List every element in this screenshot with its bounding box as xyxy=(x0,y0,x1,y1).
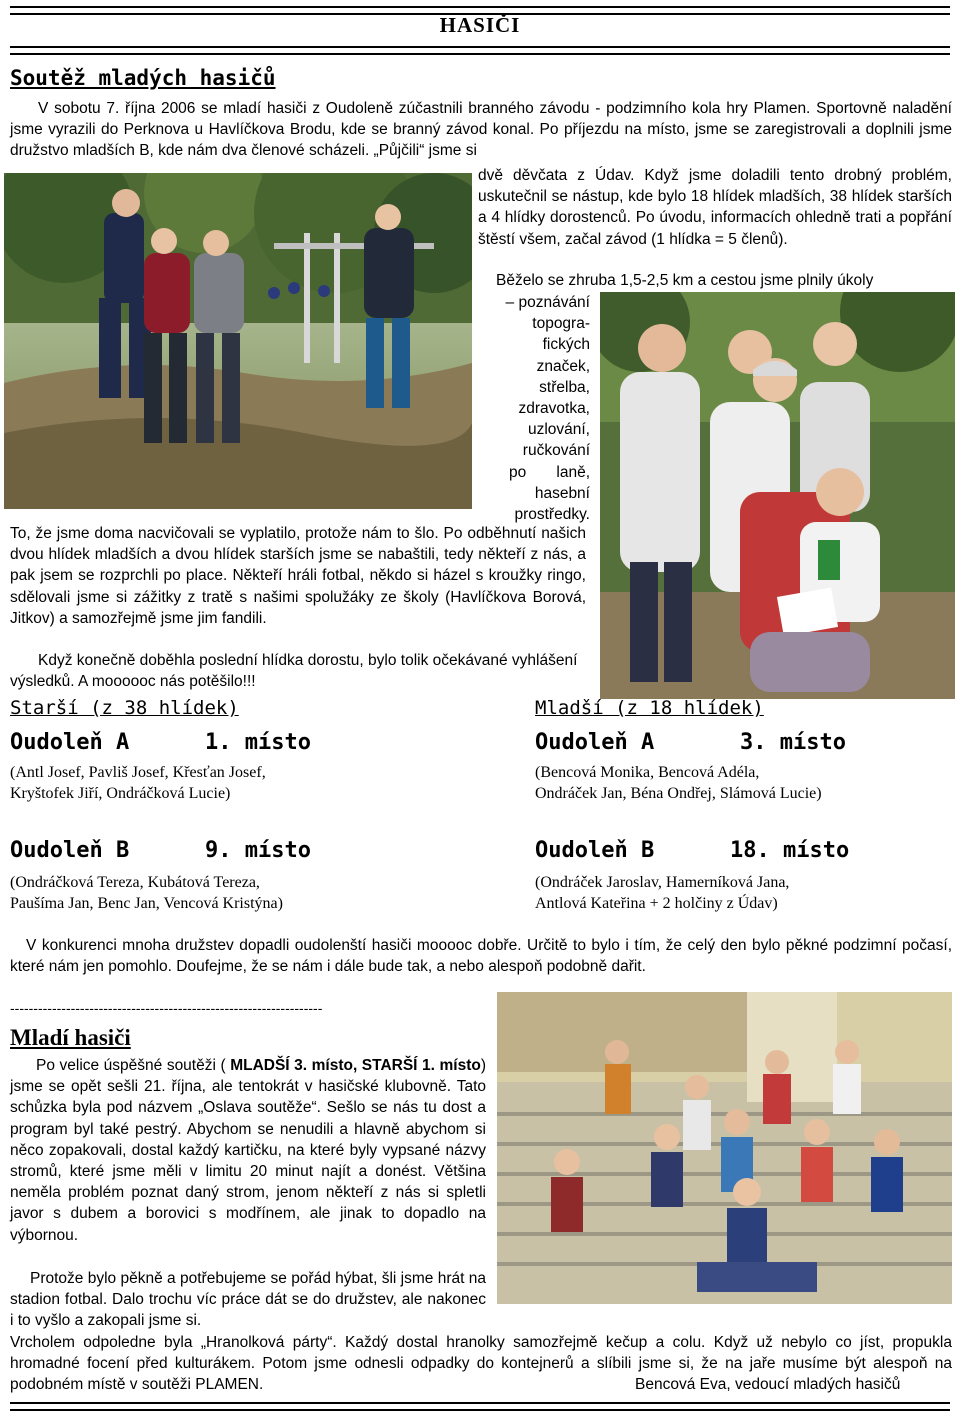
paragraph-distance: Běželo se zhruba 1,5-2,5 km a cestou jsme plnily úkoly xyxy=(496,272,874,289)
paragraph-football: Protože bylo pěkně a potřebujeme se pořád hýbat, šli jsme hrát na stadion fotbal. Dalo trochu víc práce dát se do družstev, ale nakonec i to vyšlo a zakopali jsme si. xyxy=(10,1270,486,1330)
team-name: Oudoleň A xyxy=(535,730,655,755)
team-members: Ondráček Jan, Béna Ondřej, Slámová Lucie) xyxy=(535,785,822,802)
team-name: Oudoleň A xyxy=(10,730,130,755)
bottom-double-rule xyxy=(10,1402,950,1411)
photo-young-team xyxy=(600,292,955,699)
team-name: Oudoleň B xyxy=(535,838,655,863)
paragraph-meeting-rest: ) jsme se opět sešli 21. října, ale tentokrát v hasičské klubovně. Tato schůzka byla pod názvem „Oslava soutěže“. Sešlo se nás tu dost a program byl také pestrý. Abychom se nenudili a hlavně abychom si něco zopakovali, dostal každý kartičku, na které byly vypsané názvy stromů, které jsme měli v limitu 20 minut najít a donést. Většina neměla problém poznat daný strom, jenom někteří z nás si spletli javor s dubem a borovici s modřínem, ale jinak to dopadlo na výbornou. xyxy=(10,1057,487,1244)
signature: Bencová Eva, vedoucí mladých hasičů xyxy=(635,1376,901,1393)
task-item: fických xyxy=(542,336,590,354)
title-double-rule xyxy=(10,46,950,55)
paragraph-start-race: dvě děvčata z Údav. Když jsme doladili tento drobný problém, uskutečnil se nástup, kde bylo 18 hlídek mladších, 38 hlídek starších a 4 hlídky dorostenců. Po úvodu, informacích ohledně trati a popřání štěstí všem, začal závod (1 hlídka = 5 členů). xyxy=(478,167,952,248)
intro-paragraph: V sobotu 7. října 2006 se mladí hasiči z Oudoleně zúčastnili branného závodu - podzimního kola hry Plamen. Sportovně naladění jsme vyrazili do Perknova u Havlíčkova Brodu, kde se branný závod konal. Po příjezdu na místo, jsme se zaregistrovali a doplnili jsme družstvo mladších B, kde nám dva členové scházeli. „Půjčili“ jsme si xyxy=(10,100,952,160)
team-members: Paušíma Jan, Benc Jan, Vencová Kristýna) xyxy=(10,895,283,912)
paragraph-results-announced: Když konečně doběhla poslední hlídka dorostu, bylo tolik očekávané vyhlášení výsledků. A moooooc nás potěšilo!!! xyxy=(10,652,578,691)
task-item: hasební xyxy=(534,484,590,502)
paragraph-meeting-lead: Po velice úspěšné soutěži ( xyxy=(36,1057,231,1074)
team-members: (Antl Josef, Pavliš Josef, Křesťan Josef, xyxy=(10,764,266,781)
team-place: 1. místo xyxy=(205,730,311,755)
page-title: HASIČI xyxy=(439,13,521,37)
section-title-competition: Soutěž mladých hasičů xyxy=(10,66,276,90)
task-item: ručkování xyxy=(522,442,590,460)
task-item: zdravotka, xyxy=(518,400,590,418)
task-item: – poznávání xyxy=(505,294,590,311)
task-item: střelba, xyxy=(539,378,590,396)
task-item: uzlování, xyxy=(527,421,590,439)
team-name: Oudoleň B xyxy=(10,838,130,863)
team-place: 18. místo xyxy=(730,838,850,863)
team-members: Kryštofek Jiří, Ondráčková Lucie) xyxy=(10,785,231,802)
task-item: prostředky. xyxy=(514,506,590,524)
team-members: (Ondráček Jaroslav, Hamerníková Jana, xyxy=(535,874,790,891)
dashed-separator: ------------------------------------------------------------------- xyxy=(10,1000,323,1016)
team-members: (Bencová Monika, Bencová Adéla, xyxy=(535,764,760,781)
task-item: značek, xyxy=(536,357,590,375)
task-item: topogra- xyxy=(532,315,590,333)
task-item: po laně, xyxy=(509,463,590,481)
results-older-heading: Starší (z 38 hlídek) xyxy=(10,697,239,719)
section-title-young-firefighters: Mladí hasiči xyxy=(10,1025,131,1050)
photo-group-stairs xyxy=(497,992,952,1304)
photo-running-kids xyxy=(4,173,472,509)
paragraph-training-paid-off: To, že jsme doma nacvičovali se vyplatilo, protože nám to šlo. Po odběhnutí našich dvou hlídek mladších a dvou hlídek starších jsme se nabaštili, tedy někteří z nás, a pak jsem se rozprchli po place. Někteří hráli fotbal, někdo si házel s kroužky ringo, sdělovali jsme si zážitky z tratě s našimi spolužáky ze školy (Havlíčkova Borová, Jitkov) a samozřejmě jsme jim fandili. xyxy=(10,525,586,627)
team-members: Antlová Kateřina + 2 holčiny z Údav) xyxy=(535,895,778,912)
paragraph-meeting xyxy=(10,1055,486,1246)
paragraph-meeting-bold: MLADŠÍ 3. místo, STARŠÍ 1. místo xyxy=(230,1057,481,1074)
team-place: 9. místo xyxy=(205,838,311,863)
results-younger-heading: Mladší (z 18 hlídek) xyxy=(535,697,764,719)
paragraph-fries-party: Vrcholem odpoledne byla „Hranolková párty“. Každý dostal hranolky samozřejmě kečup a colu. Když už nebylo co jíst, propukla hromadné focení před kulturákem. Potom jsme odnesli odpadky do kontejnerů a slíbili jsme si, že na jaře musíme být alespoň na podobném místě v soutěži PLAMEN. xyxy=(10,1334,952,1394)
team-place: 3. místo xyxy=(740,730,846,755)
task-list xyxy=(478,292,590,525)
team-members: (Ondráčková Tereza, Kubátová Tereza, xyxy=(10,874,260,891)
paragraph-conclusion-text: V konkurenci mnoha družstev dopadli oudolenští hasiči mooooc dobře. Určitě to bylo i tím, že celý den bylo pěkné podzimní počasí, které nám jen pomohlo. Doufejme, že se nám i dále bude tak, a nebo alespoň podobně dařit. xyxy=(10,937,952,976)
